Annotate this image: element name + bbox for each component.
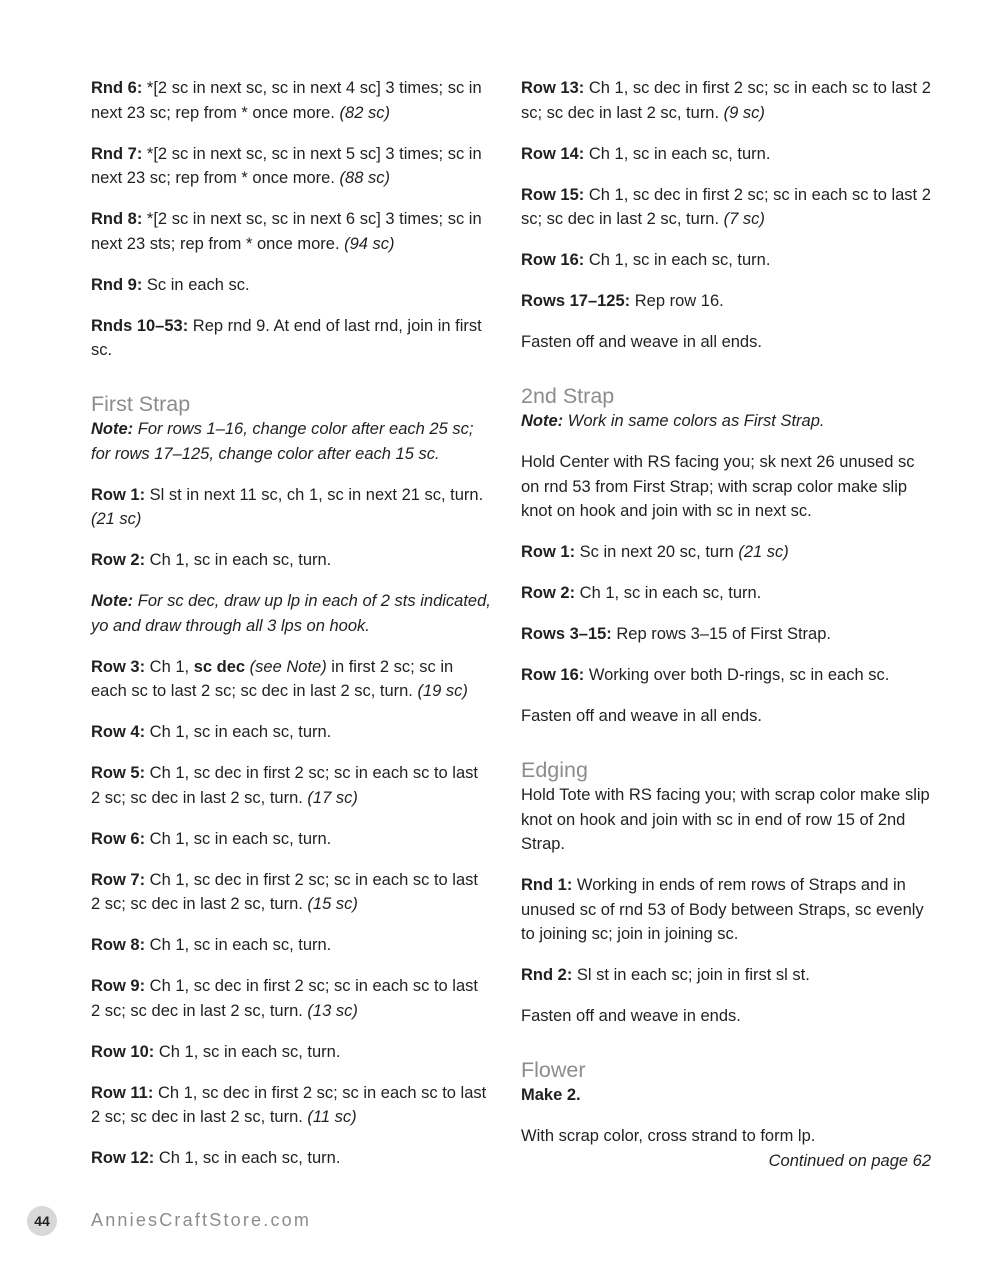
instruction-paragraph — [521, 704, 931, 729]
text-run: Hold Tote with RS facing you; with scrap color make slip knot on hook and join with sc in end of row 15 of 2nd Strap. — [521, 786, 930, 853]
right-column — [521, 76, 931, 1174]
instruction-paragraph — [91, 314, 491, 363]
text-run: Ch 1, sc in each sc, turn. — [584, 251, 771, 269]
instruction-paragraph — [91, 827, 491, 852]
text-run: Rnd 6: — [91, 79, 143, 97]
text-run: Rnd 1: — [521, 876, 573, 894]
text-run: Row 4: — [91, 723, 146, 741]
instruction-paragraph — [521, 409, 931, 434]
text-run: Rnd 2: — [521, 966, 573, 984]
text-run: Row 1: — [521, 543, 576, 561]
text-run: Ch 1, sc dec in first 2 sc; sc in each sc to last 2 sc; sc dec in last 2 sc, turn. — [521, 185, 931, 228]
instruction-paragraph — [91, 548, 491, 573]
text-run: (7 sc) — [723, 210, 765, 228]
page-number: 44 — [27, 1206, 57, 1236]
instruction-paragraph — [521, 289, 931, 314]
text-run: Row 11: — [91, 1083, 154, 1102]
instruction-paragraph — [521, 581, 931, 606]
instruction-paragraph — [521, 783, 931, 857]
text-run: (11 sc) — [307, 1108, 357, 1126]
instruction-paragraph — [521, 1124, 931, 1149]
instruction-paragraph — [521, 183, 931, 232]
instruction-paragraph — [521, 540, 931, 565]
text-run: Row 8: — [91, 936, 146, 954]
instruction-paragraph — [91, 655, 491, 704]
instruction-paragraph — [91, 142, 491, 191]
text-run: Fasten off and weave in all ends. — [521, 333, 762, 351]
text-run: Ch 1, sc in each sc, turn. — [154, 1149, 341, 1167]
text-run: Fasten off and weave in ends. — [521, 1007, 741, 1025]
text-run: Fasten off and weave in all ends. — [521, 707, 762, 725]
text-run: *[2 sc in next sc, sc in next 4 sc] 3 times; sc in next 23 sc; rep from * once more. — [91, 79, 482, 122]
instruction-paragraph — [521, 622, 931, 647]
instruction-paragraph — [91, 483, 491, 532]
text-run: Row 13: — [521, 79, 585, 97]
text-run: Ch 1, sc in each sc, turn. — [145, 723, 332, 741]
instruction-paragraph — [521, 142, 931, 167]
text-run: Row 7: — [91, 870, 146, 889]
instruction-paragraph — [91, 76, 491, 125]
text-run: Rep rows 3–15 of First Strap. — [611, 625, 831, 643]
instruction-paragraph — [91, 207, 491, 256]
text-run: Ch 1, sc dec in first 2 sc; sc in each sc to last 2 sc; sc dec in last 2 sc, turn. — [91, 1083, 487, 1126]
text-run: Sl st in each sc; join in first sl st. — [572, 966, 810, 984]
text-run: Ch 1, sc in each sc, turn. — [575, 584, 762, 602]
section-heading: 2nd Strap — [521, 384, 615, 408]
text-run: Sc in each sc. — [142, 275, 250, 294]
text-run: Row 1: — [91, 485, 146, 504]
text-run: (19 sc) — [417, 682, 468, 700]
text-run: Ch 1, sc dec in first 2 sc; sc in each sc to last 2 sc; sc dec in last 2 sc, turn. — [91, 764, 478, 807]
instruction-paragraph — [521, 873, 931, 947]
text-run: Hold Center with RS facing you; sk next 26 unused sc on rnd 53 from First Strap; with scrap color make slip knot on hook and join with sc in next sc. — [521, 453, 915, 520]
text-run: Note: — [91, 420, 134, 438]
text-run: (82 sc) — [339, 103, 390, 122]
text-run: Row 6: — [91, 829, 146, 848]
text-run: Note: — [91, 592, 134, 610]
site-url: AnniesCraftStore.com — [91, 1210, 312, 1230]
text-run: (9 sc) — [723, 103, 765, 122]
text-run: Make 2. — [521, 1086, 581, 1104]
instruction-paragraph — [91, 589, 491, 638]
instruction-paragraph — [91, 761, 491, 810]
text-run: Row 14: — [521, 144, 585, 163]
text-run: in first 2 sc; sc in each sc to last 2 sc; sc dec in last 2 sc, turn. — [91, 657, 454, 700]
text-run: Note: — [521, 412, 564, 430]
instruction-paragraph — [91, 720, 491, 745]
instruction-paragraph — [91, 273, 491, 298]
instruction-paragraph — [91, 1146, 491, 1171]
text-run: Working over both D-rings, sc in each sc. — [584, 666, 890, 684]
text-run: *[2 sc in next sc, sc in next 5 sc] 3 times; sc in next 23 sc; rep from * once more. — [91, 144, 482, 187]
text-run: Ch 1, sc in each sc, turn. — [154, 1042, 341, 1061]
text-run: Row 3: — [91, 657, 146, 676]
text-run: Ch 1, sc dec in first 2 sc; sc in each sc to last 2 sc; sc dec in last 2 sc, turn. — [521, 79, 931, 122]
text-run: Working in ends of rem rows of Straps and in unused sc of rnd 53 of Body between Straps, sc evenly to joining sc; join in joining sc. — [521, 876, 924, 943]
text-run: Ch 1, sc dec in first 2 sc; sc in each sc to last 2 sc; sc dec in last 2 sc, turn. — [91, 977, 478, 1020]
instruction-paragraph — [521, 248, 931, 273]
text-run: *[2 sc in next sc, sc in next 6 sc] 3 times; sc in next 23 sts; rep from * once more. — [91, 210, 482, 253]
text-run: Ch 1, sc in each sc, turn. — [145, 551, 332, 569]
instruction-paragraph — [91, 868, 491, 917]
continued-note: Continued on page 62 — [768, 1152, 931, 1170]
text-run: (21 sc) — [91, 510, 142, 528]
text-run: For rows 1–16, change color after each 25 sc; for rows 17–125, change color after each 15 sc. — [91, 420, 474, 463]
text-run: Rnd 8: — [91, 210, 143, 228]
text-run: Row 2: — [91, 551, 146, 569]
text-run: sc dec — [193, 657, 246, 676]
text-run: Row 16: — [521, 251, 585, 269]
text-run: Row 2: — [521, 584, 576, 602]
section-heading: Flower — [521, 1058, 586, 1082]
instruction-paragraph — [521, 76, 931, 125]
text-run: (17 sc) — [307, 788, 358, 807]
instruction-paragraph — [91, 974, 491, 1023]
text-run: Ch 1, sc in each sc, turn. — [145, 829, 332, 848]
text-run: With scrap color, cross strand to form lp. — [521, 1127, 816, 1145]
text-run: Row 9: — [91, 977, 146, 995]
section-heading: First Strap — [91, 392, 191, 416]
text-run: Rep row 16. — [630, 292, 724, 310]
text-run: (13 sc) — [307, 1001, 358, 1020]
instruction-paragraph — [91, 1081, 491, 1130]
instruction-paragraph — [521, 330, 931, 355]
instruction-paragraph — [521, 450, 931, 524]
instruction-paragraph — [91, 933, 491, 958]
left-column — [91, 76, 491, 1187]
text-run: (15 sc) — [307, 895, 358, 913]
text-run: Ch 1, sc dec in first 2 sc; sc in each sc to last 2 sc; sc dec in last 2 sc, turn. — [91, 870, 478, 913]
text-run: Ch 1, — [145, 657, 194, 676]
text-run: Row 5: — [91, 764, 146, 782]
text-run: Rows 3–15: — [521, 625, 612, 643]
text-run: Sc in next 20 sc, turn — [575, 543, 739, 561]
text-run: Rnd 9: — [91, 275, 143, 294]
instruction-paragraph — [521, 1004, 931, 1029]
text-run: Ch 1, sc in each sc, turn. — [145, 936, 332, 954]
text-run: Ch 1, sc in each sc, turn. — [584, 144, 771, 163]
text-run: (see Note) — [249, 657, 327, 676]
text-run: Rep rnd 9. At end of last rnd, join in first sc. — [91, 316, 482, 359]
text-run: Rnd 7: — [91, 144, 143, 163]
text-run: Work in same colors as First Strap. — [563, 412, 825, 430]
instruction-paragraph — [91, 1040, 491, 1065]
instruction-paragraph — [521, 663, 931, 688]
text-run: Row 15: — [521, 185, 585, 204]
text-run: Row 16: — [521, 666, 585, 684]
text-run: Row 10: — [91, 1042, 155, 1061]
text-run: (21 sc) — [738, 543, 789, 561]
instruction-paragraph — [521, 1083, 931, 1108]
instruction-paragraph — [91, 417, 491, 466]
text-run: Sl st in next 11 sc, ch 1, sc in next 21 sc, turn. — [145, 485, 484, 504]
text-run: Row 12: — [91, 1149, 155, 1167]
text-run: Rows 17–125: — [521, 292, 631, 310]
text-run: Rnds 10–53: — [91, 316, 189, 335]
text-run: For sc dec, draw up lp in each of 2 sts indicated, yo and draw through all 3 lps on hook. — [91, 592, 491, 635]
text-run: (88 sc) — [339, 169, 390, 187]
instruction-paragraph — [521, 963, 931, 988]
section-heading: Edging — [521, 758, 588, 782]
text-run: (94 sc) — [344, 234, 395, 253]
